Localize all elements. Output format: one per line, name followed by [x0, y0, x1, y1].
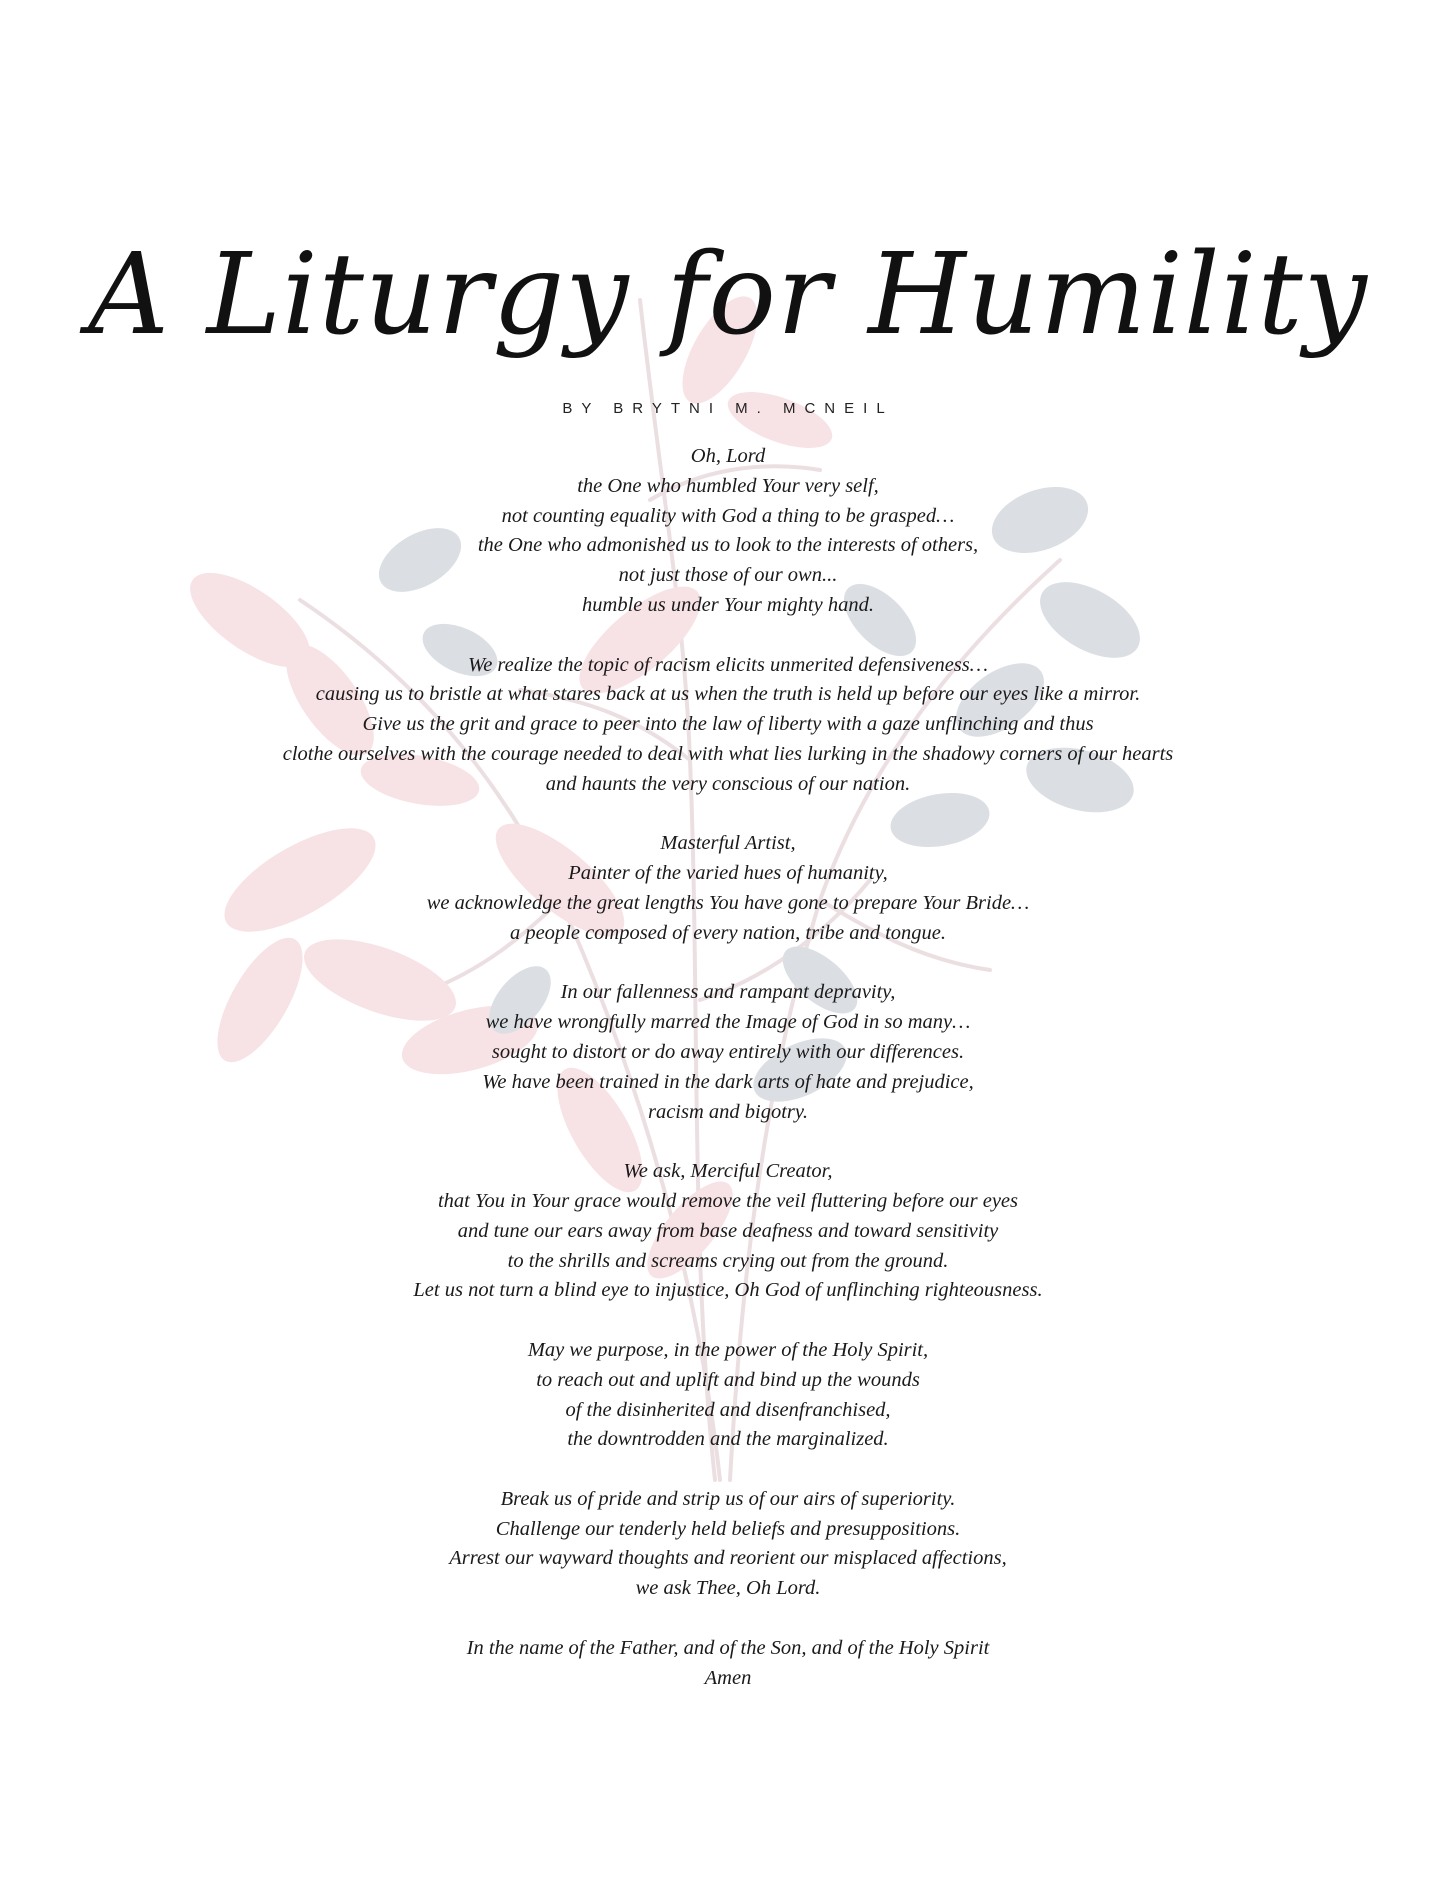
- poem-stanza: [0, 1485, 1456, 1604]
- poem-body: [0, 442, 1456, 1723]
- poem-line: and tune our ears away from base deafness and toward sensitivity: [457, 1219, 999, 1242]
- poem-line: the downtrodden and the marginalized.: [567, 1428, 889, 1451]
- poem-stanza: [0, 651, 1456, 800]
- poem-line: and haunts the very conscious of our nation.: [545, 772, 911, 795]
- poem-line: In our fallenness and rampant depravity,: [560, 981, 896, 1004]
- poem-line: Oh, Lord: [690, 445, 766, 467]
- poem-stanza: [0, 442, 1456, 621]
- poem-line: causing us to bristle at what stares back at us when the truth is held up before our eyes like a mirror.: [315, 683, 1141, 706]
- poem-line: to reach out and uplift and bind up the wounds: [536, 1368, 920, 1391]
- poem-line: Amen: [704, 1666, 752, 1689]
- poem-line: Painter of the varied hues of humanity,: [568, 862, 888, 885]
- poem-stanza: [0, 978, 1456, 1127]
- poem-line: racism and bigotry.: [647, 1100, 809, 1123]
- author-byline: BY BRYTNI M. MCNEIL: [562, 400, 894, 417]
- poem-line: We ask, Merciful Creator,: [623, 1160, 833, 1183]
- poem-line: clothe ourselves with the courage needed to deal with what lies lurking in the shadowy corners of our hearts: [282, 742, 1174, 765]
- poem-stanza: [0, 829, 1456, 948]
- poem-line: to the shrills and screams crying out from the ground.: [507, 1249, 949, 1272]
- poem-line: not counting equality with God a thing to be grasped…: [501, 504, 955, 527]
- poem-line: Break us of pride and strip us of our airs of superiority.: [500, 1487, 956, 1510]
- poem-line: sought to distort or do away entirely with our differences.: [491, 1040, 965, 1063]
- poem-line: the One who admonished us to look to the interests of others,: [477, 534, 979, 557]
- poem-line: May we purpose, in the power of the Holy Spirit,: [527, 1338, 929, 1361]
- poem-line: we have wrongfully marred the Image of God in so many…: [485, 1011, 971, 1034]
- poem-line: We have been trained in the dark arts of hate and prejudice,: [482, 1070, 974, 1093]
- poem-line: that You in Your grace would remove the veil fluttering before our eyes: [437, 1189, 1019, 1212]
- poem-line: Let us not turn a blind eye to injustice, Oh God of unflinching righteousness.: [413, 1279, 1043, 1302]
- poem-line: of the disinherited and disenfranchised,: [565, 1398, 891, 1421]
- poem-line: We realize the topic of racism elicits unmerited defensiveness…: [468, 653, 988, 676]
- poem-stanza: [0, 1336, 1456, 1455]
- poem-line: we ask Thee, Oh Lord.: [635, 1577, 821, 1600]
- poem-line: Arrest our wayward thoughts and reorient our misplaced affections,: [449, 1547, 1007, 1570]
- poem-line: the One who humbled Your very self,: [577, 474, 879, 497]
- poem-line: Masterful Artist,: [660, 832, 796, 855]
- poem-line: Give us the grit and grace to peer into the law of liberty with a gaze unflinching and thus: [362, 713, 1094, 736]
- poem-stanza: [0, 1634, 1456, 1694]
- poem-stanza: [0, 1157, 1456, 1306]
- poem-line: we acknowledge the great lengths You have gone to prepare Your Bride…: [426, 891, 1030, 914]
- poem-line: a people composed of every nation, tribe and tongue.: [509, 921, 947, 944]
- poem-line: In the name of the Father, and of the Son, and of the Holy Spirit: [466, 1636, 990, 1659]
- document-title: A Liturgy for Humility: [88, 230, 1368, 360]
- poem-line: Challenge our tenderly held beliefs and presuppositions.: [495, 1517, 961, 1540]
- poem-line: humble us under Your mighty hand.: [582, 593, 874, 616]
- poem-line: not just those of our own...: [618, 564, 838, 587]
